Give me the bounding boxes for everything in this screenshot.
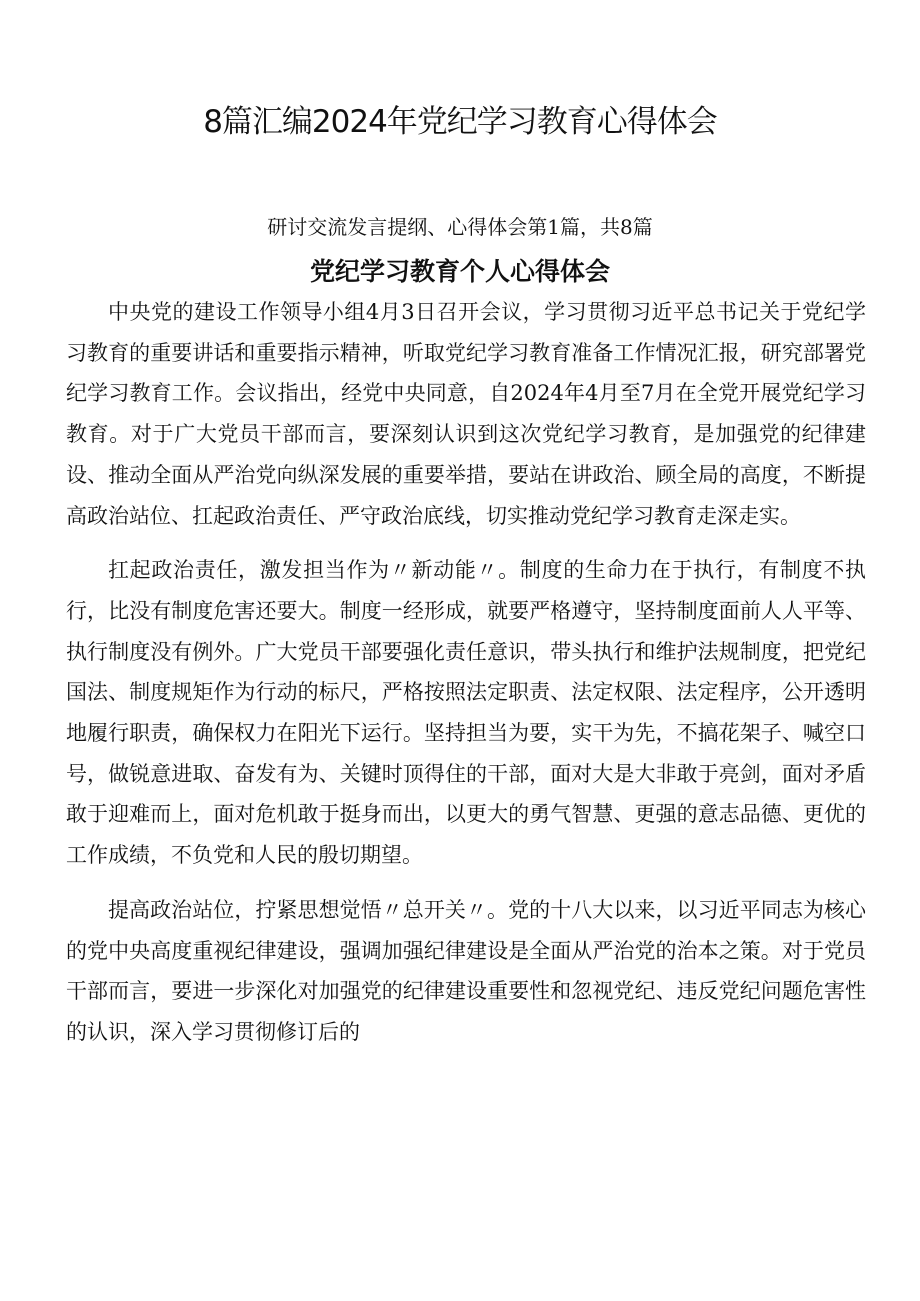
article-title: 党纪学习教育个人心得体会 xyxy=(309,257,610,286)
document-title: 8篇汇编2024年党纪学习教育心得体会 xyxy=(203,104,717,140)
document-subtitle: 研讨交流发言提纲、心得体会第1篇，共8篇 xyxy=(267,215,653,239)
article-body xyxy=(66,292,866,1067)
paragraph: 中央党的建设工作领导小组4月3日召开会议，学习贯彻习近平总书记关于党纪学习教育的重要讲话和重要指示精神，听取党纪学习教育准备工作情况汇报，研究部署党纪学习教育工作。会议指出，经党中央同意，自2024年4月至7月在全党开展党纪学习教育。对于广大党员干部而言，要深刻认识到这次党纪学习教育，是加强党的纪律建设、推动全面从严治党向纵深发展的重要举措，要站在讲政治、顾全局的高度，不断提高政治站位、扛起政治责任、严守政治底线，切实推动党纪学习教育走深走实。 xyxy=(66,300,866,528)
paragraph: 扛起政治责任，激发担当作为〃新动能〃。制度的生命力在于执行，有制度不执行，比没有制度危害还要大。制度一经形成，就要严格遵守，坚持制度面前人人平等、执行制度没有例外。广大党员干部要强化责任意识，带头执行和维护法规制度，把党纪国法、制度规矩作为行动的标尺，严格按照法定职责、法定权限、法定程序，公开透明地履行职责，确保权力在阳光下运行。坚持担当为要，实干为先，不搞花架子、喊空口号，做锐意进取、奋发有为、关键时顶得住的干部，面对大是大非敢于亮剑，面对矛盾敢于迎难而上，面对危机敢于挺身而出，以更大的勇气智慧、更强的意志品德、更优的工作成绩，不负党和人民的殷切期望。 xyxy=(66,558,866,868)
paragraph: 提高政治站位，拧紧思想觉悟〃总开关〃。党的十八大以来，以习近平同志为核心的党中央高度重视纪律建设，强调加强纪律建设是全面从严治党的治本之策。对于党员干部而言，要进一步深化对加强党的纪律建设重要性和忽视党纪、违反党纪问题危害性的认识，深入学习贯彻修订后的 xyxy=(66,897,866,1044)
